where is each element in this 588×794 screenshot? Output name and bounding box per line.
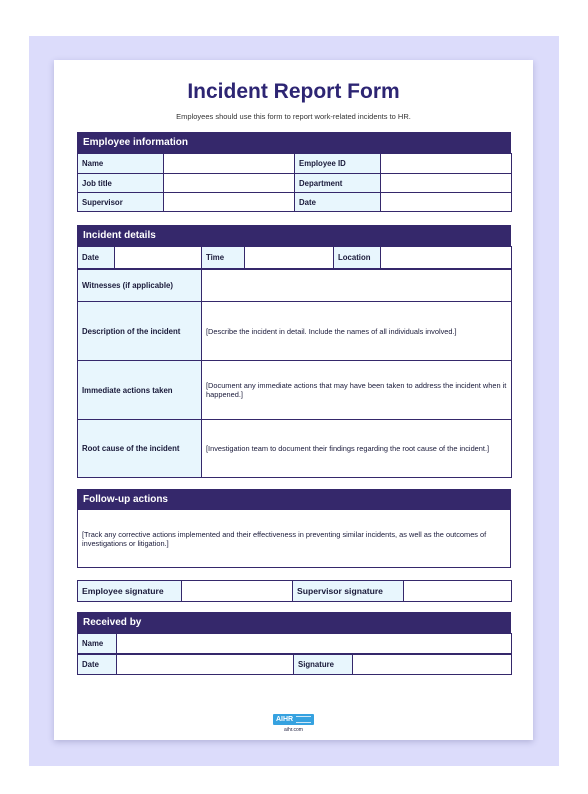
aihr-logo	[273, 714, 314, 725]
name-label: Name	[78, 154, 164, 174]
follow-up-header: Follow-up actions	[77, 489, 511, 510]
employee-date-label: Date	[295, 193, 381, 212]
supervisor-field[interactable]	[164, 193, 295, 212]
job-title-label: Job title	[78, 174, 164, 193]
employee-signature-field[interactable]	[182, 581, 293, 602]
received-date-table	[77, 654, 512, 675]
actions-label: Immediate actions taken	[78, 361, 202, 420]
employee-signature-label: Employee signature	[78, 581, 182, 602]
incident-narrative-table	[77, 269, 512, 478]
description-field[interactable]: [Describe the incident in detail. Include the names of all individuals involved.]	[202, 302, 512, 361]
signature-section	[77, 580, 511, 602]
received-name-field[interactable]	[117, 634, 512, 654]
received-date-label: Date	[78, 655, 117, 675]
follow-up-field[interactable]: [Track any corrective actions implemented and their effectiveness in preventing similar incidents, as well as the outcomes of investigations or litigation.]	[77, 510, 511, 568]
root-cause-field[interactable]: [Investigation team to document their findings regarding the root cause of the incident.]	[202, 420, 512, 478]
witnesses-label: Witnesses (if applicable)	[78, 270, 202, 302]
signature-table	[77, 580, 512, 602]
received-signature-field[interactable]	[353, 655, 512, 675]
incident-time-table	[77, 246, 512, 269]
employee-info-table	[77, 153, 512, 212]
received-by-section	[77, 612, 511, 675]
received-date-field[interactable]	[117, 655, 294, 675]
supervisor-label: Supervisor	[78, 193, 164, 212]
employee-id-label: Employee ID	[295, 154, 381, 174]
incident-details-header: Incident details	[77, 225, 511, 246]
logo-tagline-mark	[296, 716, 311, 723]
department-label: Department	[295, 174, 381, 193]
form-page	[54, 60, 533, 740]
incident-location-label: Location	[334, 247, 381, 269]
name-field[interactable]	[164, 154, 295, 174]
incident-details-section	[77, 225, 511, 478]
footer-url: aihr.com	[284, 727, 303, 733]
received-signature-label: Signature	[294, 655, 353, 675]
root-cause-label: Root cause of the incident	[78, 420, 202, 478]
employee-info-section	[77, 132, 511, 212]
incident-date-field[interactable]	[115, 247, 202, 269]
form-subtitle: Employees should use this form to report work-related incidents to HR.	[176, 112, 411, 121]
received-name-label: Name	[78, 634, 117, 654]
description-label: Description of the incident	[78, 302, 202, 361]
employee-info-header: Employee information	[77, 132, 511, 153]
received-name-table	[77, 633, 512, 654]
follow-up-section	[77, 489, 511, 568]
department-field[interactable]	[381, 174, 512, 193]
employee-id-field[interactable]	[381, 154, 512, 174]
footer-logo	[54, 708, 533, 733]
incident-location-field[interactable]	[381, 247, 512, 269]
logo-word: AIHR	[275, 716, 294, 723]
incident-date-label: Date	[78, 247, 115, 269]
job-title-field[interactable]	[164, 174, 295, 193]
witnesses-field[interactable]	[202, 270, 512, 302]
received-by-header: Received by	[77, 612, 511, 633]
incident-time-field[interactable]	[245, 247, 334, 269]
supervisor-signature-field[interactable]	[404, 581, 512, 602]
employee-date-field[interactable]	[381, 193, 512, 212]
supervisor-signature-label: Supervisor signature	[293, 581, 404, 602]
actions-field[interactable]: [Document any immediate actions that may have been taken to address the incident when it happened.]	[202, 361, 512, 420]
form-title: Incident Report Form	[187, 80, 400, 103]
incident-time-label: Time	[202, 247, 245, 269]
